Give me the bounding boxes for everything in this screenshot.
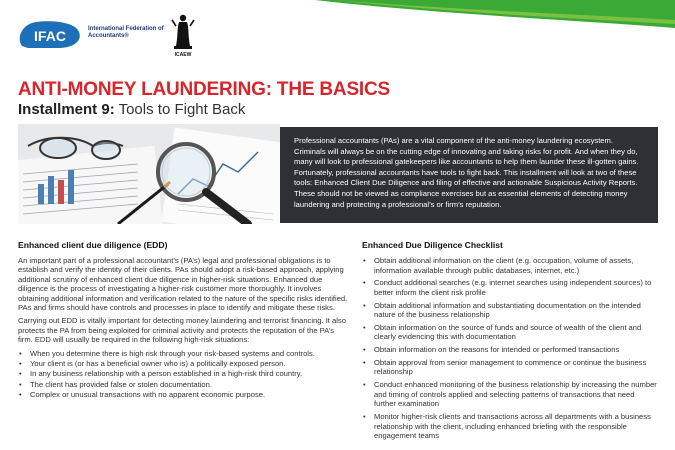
list-item: • Conduct additional searches (e.g. internet searches using independent sources) to better inform the client risk profile [362,278,658,297]
edd-heading: Enhanced client due diligence (EDD) [18,240,168,250]
list-item: • Your client is (or has a beneficial owner who is) a politically exposed person. [18,359,348,369]
edd-paragraph-1: An important part of a professional accountant’s (PA’s) legal and professional obligations is to establish and verify the identity of their clients. PAs should adopt a risk-based approach, applying additional scrutiny of enhanced client due diligence in higher-risk situations. Enhanced due diligence is the process of investigating a higher-risk customer more thoroughly. It involves obtaining additional information and verification related to the nature of the specific risks identified. PAs and firms should have controls and processes in place to identify and mitigate these risks. [18,256,348,313]
edd-bullet-list [18,349,348,401]
list-item: • Obtain additional information and substantiating documentation on the intended nature of the business relationship [362,301,658,320]
hero-image [18,124,280,224]
checklist-list [362,256,658,441]
list-item: • Obtain approval from senior management to commence or continue the business relationship [362,358,658,377]
green-swoosh-decoration [315,0,675,28]
page-subtitle [18,101,245,118]
list-item: • When you determine there is high risk through your risk-based systems and controls. [18,349,348,359]
icaew-crest-icon [168,12,198,52]
edd-paragraph-2: Carrying out EDD is vitally important for detecting money laundering and terrorist financing. It also protects the PA from being exploited for criminal activity and protects the reputation of the PA’s firm. EDD will usually be required in the following high-risk situations: [18,316,346,345]
header-logos [18,12,318,58]
list-item: • Monitor higher-risk clients and transactions across all departments with a business relationship with the client, including enhanced briefing with the responsible engagement teams [362,412,658,441]
icaew-logo-text: ICAEW [174,52,192,58]
ifac-logo-text: IFAC [34,28,66,44]
intro-box: Professional accountants (PAs) are a vital component of the anti-money laundering ecosystem. Criminals will always be on the cutting edge of innovating and taking risks for profit. And when they do, many will look to professional gatekeepers like accountants to help them launder these ill-gotten gains. Fortunately, professional accountants have tools to fight back. This installment will look at two of these tools: Enhanced Client Due Diligence and filing of effective and actionable Suspicious Activity Reports. These should not be viewed as compliance exercises but as essential elements of detecting money laundering and protecting a professional’s or firm’s reputation. [280,127,658,223]
list-item: • Conduct enhanced monitoring of the business relationship by increasing the number and timing of controls applied and selecting patterns of transactions that need further examination [362,380,658,409]
checklist-heading: Enhanced Due Diligence Checklist [362,240,503,250]
ifac-name: International Federation of Accountants® [88,26,164,39]
ifac-logo [18,20,82,50]
page-title: ANTI-MONEY LAUNDERING: THE BASICS [18,79,390,100]
list-item: • In any business relationship with a person established in a high-risk third country. [18,369,348,379]
list-item: • The client has provided false or stolen documentation. [18,380,348,390]
checklist-section [362,240,658,444]
list-item: • Obtain information on the source of funds and source of wealth of the client and clearly evidencing this with documentation [362,323,658,342]
list-item: • Obtain information on the reasons for intended or performed transactions [362,345,658,355]
installment-label: Installment 9: [18,101,115,118]
list-item: • Complex or unusual transactions with no apparent economic purpose. [18,390,348,400]
installment-topic: Tools to Fight Back [118,101,246,118]
edd-section [18,240,348,401]
list-item: • Obtain additional information on the client (e.g. occupation, volume of assets, information available through public databases, internet, etc.) [362,256,658,275]
